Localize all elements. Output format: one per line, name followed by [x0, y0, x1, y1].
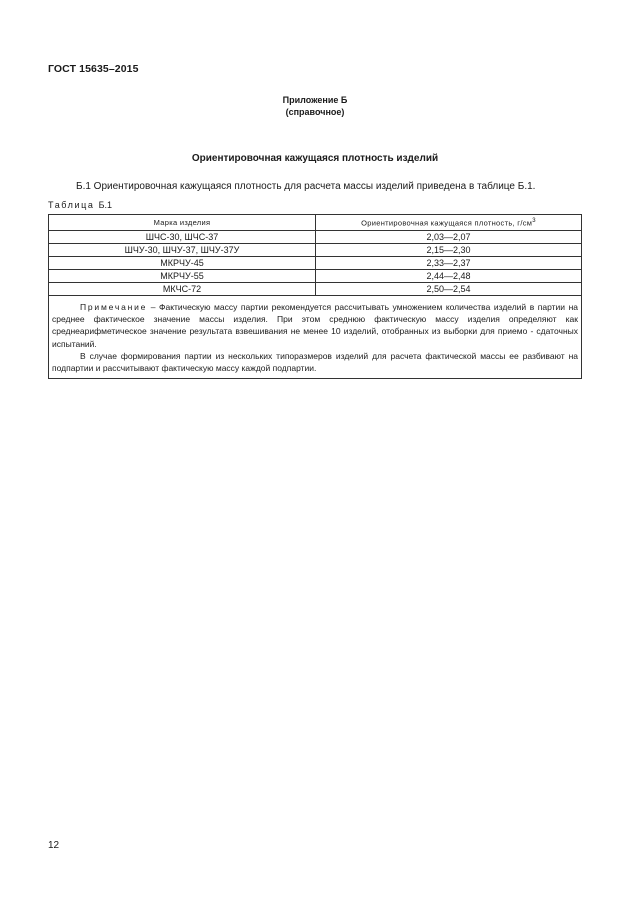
table-header-row — [49, 215, 582, 231]
page-number: 12 — [48, 840, 60, 851]
intro-paragraph: Б.1 Ориентировочная кажущаяся плотность для расчета массы изделий приведена в таблице Б.1. — [76, 181, 536, 192]
column-header-density-exponent: 3 — [532, 217, 536, 224]
table-row — [49, 244, 582, 257]
cell-brand: МКРЧУ-45 — [49, 257, 316, 270]
cell-density: 2,33—2,37 — [316, 257, 582, 270]
cell-density: 2,44—2,48 — [316, 270, 582, 283]
table-row — [49, 283, 582, 296]
column-header-density — [316, 215, 582, 231]
table-row — [49, 231, 582, 244]
cell-brand: МКРЧУ-55 — [49, 270, 316, 283]
appendix-title: Приложение Б — [282, 95, 348, 105]
note-paragraph-2: В случае формирования партии из нескольких типоразмеров изделий для расчета фактической массы ее разбивают на подпартии и рассчитывают фактическую массу каждой подпартии. — [52, 350, 578, 374]
cell-brand: ШЧС-30, ШЧС-37 — [49, 231, 316, 244]
table-note — [49, 296, 582, 379]
table-note-row — [49, 296, 582, 379]
cell-density: 2,03—2,07 — [316, 231, 582, 244]
note-paragraph-1 — [52, 301, 578, 350]
appendix-subtitle: (справочное) — [285, 107, 345, 117]
section-title: Ориентировочная кажущаяся плотность изделий — [191, 153, 439, 164]
cell-brand: МКЧС-72 — [49, 283, 316, 296]
appendix-heading — [0, 94, 630, 118]
cell-density: 2,50—2,54 — [316, 283, 582, 296]
note-text-1: – Фактическую массу партии рекомендуется рассчитывать умножением количества изделий в партии на среднее фактическое значение массы изделия. При этом среднюю фактическую массу изделия определяют как среднеарифметическое значение результата взвешивания не менее 10 изделий, отобранных из выборки для приемо - сдаточных испытаний. — [52, 302, 578, 349]
table-row — [49, 257, 582, 270]
density-table — [48, 214, 582, 379]
cell-brand: ШЧУ-30, ШЧУ-37, ШЧУ-37У — [49, 244, 316, 257]
table-caption-number: Б.1 — [98, 200, 113, 210]
table-caption-label: Таблица — [48, 200, 95, 210]
table-caption — [48, 200, 112, 210]
table-row — [49, 270, 582, 283]
note-label: Примечание — [80, 302, 148, 312]
document-code: ГОСТ 15635–2015 — [48, 63, 139, 75]
cell-density: 2,15—2,30 — [316, 244, 582, 257]
column-header-brand: Марка изделия — [49, 215, 316, 231]
column-header-density-text: Ориентировочная кажущаяся плотность, г/см — [361, 218, 533, 228]
